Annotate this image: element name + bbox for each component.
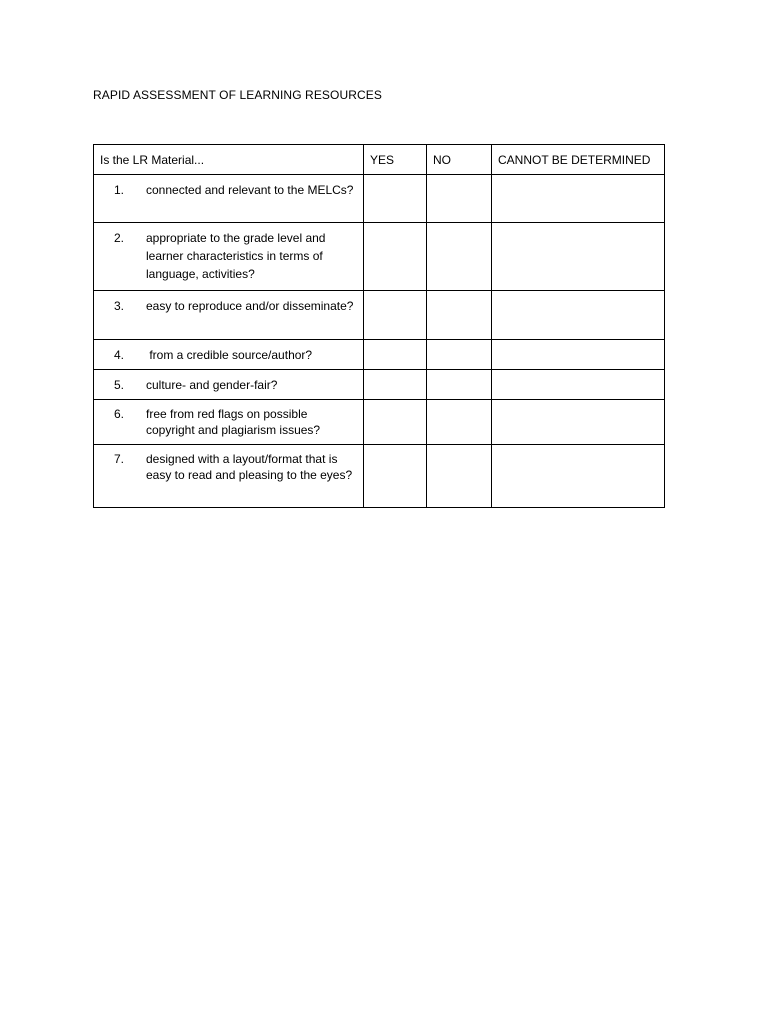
item-number: 4.: [113, 348, 124, 362]
table-row: [94, 400, 665, 445]
table-row: [94, 175, 665, 223]
table-row: [94, 340, 665, 370]
no-cell[interactable]: [427, 291, 492, 340]
item-number: 6.: [113, 407, 124, 421]
header-no-label: NO: [433, 152, 451, 167]
item-text: easy to reproduce and/or disseminate?: [146, 299, 354, 313]
yes-cell[interactable]: [364, 291, 427, 340]
item-number: 2.: [113, 231, 124, 245]
table-row: [94, 445, 665, 508]
item-text: designed with a layout/format that is easy to read and pleasing to the eyes?: [146, 452, 353, 482]
document-title: RAPID ASSESSMENT OF LEARNING RESOURCES: [93, 88, 382, 102]
no-cell[interactable]: [427, 340, 492, 370]
item-cell: [94, 291, 364, 340]
yes-cell[interactable]: [364, 175, 427, 223]
cannot-determine-cell[interactable]: [492, 370, 665, 400]
table-row: [94, 223, 665, 291]
no-cell[interactable]: [427, 445, 492, 508]
header-item-label: Is the LR Material...: [100, 152, 205, 167]
cannot-determine-cell[interactable]: [492, 175, 665, 223]
item-cell: [94, 175, 364, 223]
item-number: 5.: [113, 378, 124, 392]
header-yes: [364, 145, 427, 175]
table-row: [94, 370, 665, 400]
assessment-table: [93, 144, 665, 508]
header-yes-label: YES: [370, 152, 395, 167]
item-text: from a credible source/author?: [146, 348, 313, 362]
yes-cell[interactable]: [364, 340, 427, 370]
item-text: culture- and gender-fair?: [146, 378, 278, 392]
cannot-determine-cell[interactable]: [492, 400, 665, 445]
item-text: free from red flags on possible copyright and plagiarism issues?: [146, 407, 321, 437]
header-item: [94, 145, 364, 175]
yes-cell[interactable]: [364, 445, 427, 508]
item-cell: [94, 445, 364, 508]
table-row: [94, 291, 665, 340]
table-header-row: [94, 145, 665, 175]
yes-cell[interactable]: [364, 400, 427, 445]
item-number: 1.: [113, 183, 124, 197]
item-number: 7.: [113, 452, 124, 466]
item-cell: [94, 223, 364, 291]
cannot-determine-cell[interactable]: [492, 445, 665, 508]
item-text: appropriate to the grade level and learner characteristics in terms of language, activities?: [146, 231, 326, 281]
item-cell: [94, 340, 364, 370]
yes-cell[interactable]: [364, 370, 427, 400]
cannot-determine-cell[interactable]: [492, 223, 665, 291]
no-cell[interactable]: [427, 370, 492, 400]
header-no: [427, 145, 492, 175]
header-cannot-determine-label: CANNOT BE DETERMINED: [498, 152, 651, 167]
no-cell[interactable]: [427, 400, 492, 445]
header-cannot-determine: [492, 145, 665, 175]
item-text: connected and relevant to the MELCs?: [146, 183, 354, 197]
yes-cell[interactable]: [364, 223, 427, 291]
no-cell[interactable]: [427, 223, 492, 291]
no-cell[interactable]: [427, 175, 492, 223]
item-cell: [94, 370, 364, 400]
item-number: 3.: [113, 299, 124, 313]
cannot-determine-cell[interactable]: [492, 291, 665, 340]
item-cell: [94, 400, 364, 445]
cannot-determine-cell[interactable]: [492, 340, 665, 370]
